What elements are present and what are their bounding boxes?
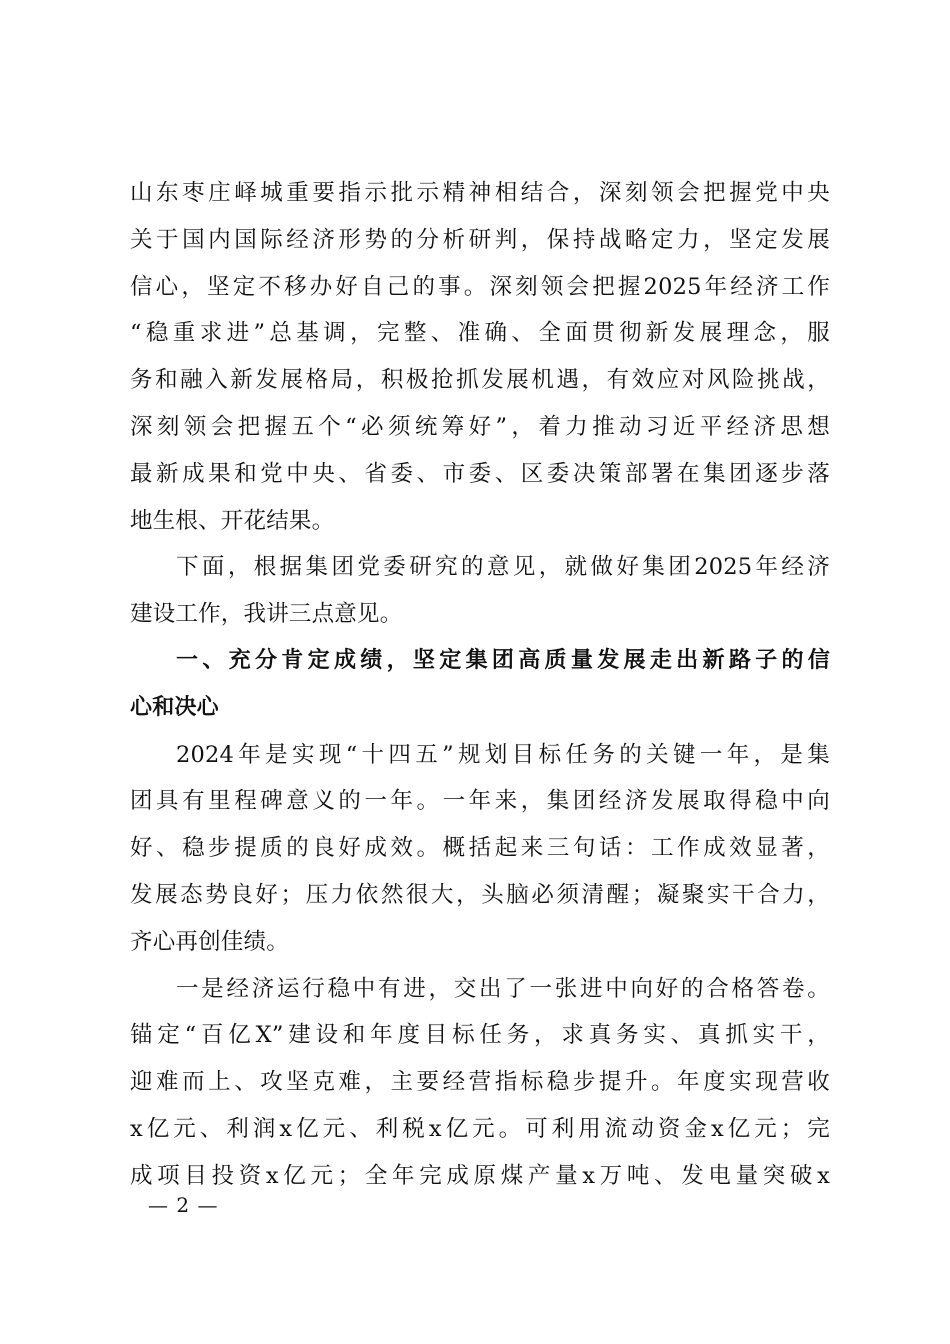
text-line: 山东枣庄峄城重要指示批示精神相结合，深刻领会把握党中央 [130, 180, 830, 206]
page-number: — 2 — [148, 1193, 219, 1217]
text-line: 好、稳步提质的良好成效。概括起来三句话：工作成效显著， [130, 835, 830, 862]
text-line: x亿元、利润x亿元、利税x亿元。可利用流动资金x亿元；完 [130, 1115, 830, 1142]
text-line: “稳重求进”总基调，完整、准确、全面贯彻新发展理念，服 [130, 320, 830, 347]
body-text [130, 170, 830, 1200]
section-heading: 心和决心 [130, 694, 219, 720]
text-line: 地生根、开花结果。 [130, 507, 335, 534]
text-line: 务和融入新发展格局，积极抢抓发展机遇，有效应对风险挑战， [130, 367, 830, 394]
text-line: 发展态势良好；压力依然很大，头脑必须清醒；凝聚实干合力， [130, 881, 830, 908]
text-line: 2024年是实现“十四五”规划目标任务的关键一年，是集 [176, 741, 830, 768]
text-line: 锚定“百亿X”建设和年度目标任务，求真务实、真抓实干， [130, 1022, 830, 1049]
text-line: 信心，坚定不移办好自己的事。深刻领会把握2025年经济工作 [130, 273, 830, 300]
text-line: 团具有里程碑意义的一年。一年来，集团经济发展取得稳中向 [130, 788, 830, 815]
text-line: 成项目投资x亿元；全年完成原煤产量x万吨、发电量突破x [130, 1162, 830, 1189]
text-line: 迎难而上、攻坚克难，主要经营指标稳步提升。年度实现营收 [130, 1069, 830, 1096]
text-line: 关于国内国际经济形势的分析研判，保持战略定力，坚定发展 [130, 226, 830, 253]
section-heading: 一、充分肯定成绩，坚定集团高质量发展走出新路子的信 [176, 647, 830, 673]
text-line: 下面，根据集团党委研究的意见，就做好集团2025年经济 [176, 554, 830, 581]
text-line: 深刻领会把握五个“必须统筹好”，着力推动习近平经济思想 [130, 413, 830, 440]
text-line: 一是经济运行稳中有进，交出了一张进中向好的合格答卷。 [176, 975, 830, 1002]
text-line: 最新成果和党中央、省委、市委、区委决策部署在集团逐步落 [130, 460, 830, 487]
text-line: 齐心再创佳绩。 [130, 928, 289, 955]
text-line: 建设工作，我讲三点意见。 [130, 601, 403, 628]
